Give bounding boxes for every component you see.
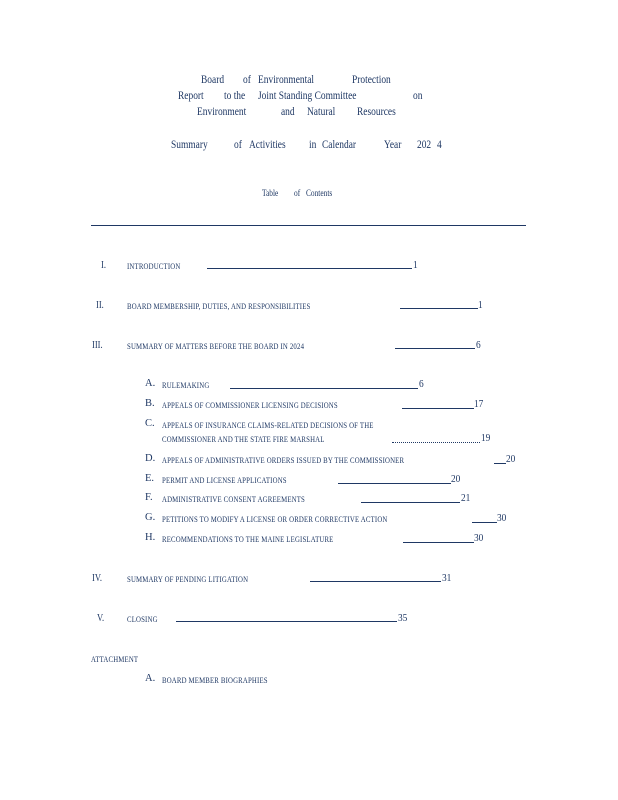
- toc-leader: [472, 522, 497, 523]
- toc-title: BOARD MEMBERSHIP, DUTIES, AND RESPONSIBILITIES: [127, 302, 311, 311]
- summary-word: Activities: [249, 139, 286, 151]
- header-word: Natural: [307, 106, 336, 118]
- toc-sub-title: APPEALS OF INSURANCE CLAIMS-RELATED DECISIONS OF THE: [162, 421, 374, 430]
- toc-title-word: Contents: [306, 188, 333, 198]
- toc-sub-title-cont: COMMISSIONER AND THE STATE FIRE MARSHAL: [162, 435, 325, 444]
- attachment-heading: ATTACHMENT: [91, 655, 139, 664]
- toc-title: SUMMARY OF MATTERS BEFORE THE BOARD IN 2024: [127, 342, 305, 351]
- toc-sub-letter: C.: [145, 418, 155, 429]
- toc-page: 21: [461, 492, 471, 504]
- toc-sub-letter: D.: [145, 453, 156, 464]
- toc-sub-letter: E.: [145, 473, 155, 484]
- toc-leader: [400, 308, 478, 309]
- toc-sub-title: RULEMAKING: [162, 381, 210, 390]
- toc-page: 35: [398, 612, 408, 624]
- toc-sub-title: ADMINISTRATIVE CONSENT AGREEMENTS: [162, 495, 305, 504]
- toc-sub-title: APPEALS OF ADMINISTRATIVE ORDERS ISSUED BY THE COMMISSIONER: [162, 456, 405, 465]
- toc-page: 20: [451, 473, 461, 485]
- attachment-letter: A.: [145, 673, 156, 684]
- toc-title: SUMMARY OF PENDING LITIGATION: [127, 575, 249, 584]
- toc-page: 17: [474, 398, 484, 410]
- header-word: Environmental: [258, 74, 315, 86]
- summary-word: of: [234, 139, 242, 151]
- toc-title: CLOSING: [127, 615, 158, 624]
- header-word: Protection: [352, 74, 391, 86]
- toc-leader: [395, 348, 475, 349]
- header-word: Board: [201, 74, 225, 86]
- toc-sub-title: RECOMMENDATIONS TO THE MAINE LEGISLATURE: [162, 535, 334, 544]
- toc-page: 19: [481, 432, 491, 444]
- toc-leader: [230, 388, 418, 389]
- header-word: on: [413, 90, 423, 102]
- toc-leader: [338, 483, 451, 484]
- toc-page: 31: [442, 572, 452, 584]
- header-word: and: [281, 106, 295, 118]
- header-word: Resources: [357, 106, 396, 118]
- summary-word: Year: [384, 139, 402, 151]
- toc-leader: [207, 268, 412, 269]
- toc-numeral: III.: [92, 340, 103, 351]
- toc-leader: [403, 542, 474, 543]
- toc-leader: [392, 442, 480, 443]
- toc-numeral: I.: [101, 260, 106, 271]
- toc-page: 30: [497, 512, 507, 524]
- toc-sub-letter: B.: [145, 398, 155, 409]
- header-divider: [91, 225, 526, 226]
- toc-title-word: Table: [262, 188, 279, 198]
- toc-page: 6: [476, 339, 481, 351]
- summary-word: Summary: [171, 139, 208, 151]
- toc-sub-letter: H.: [145, 532, 156, 543]
- toc-numeral: V.: [97, 613, 105, 624]
- toc-sub-letter: F.: [145, 492, 153, 503]
- toc-page: 20: [506, 453, 516, 465]
- toc-page: 30: [474, 532, 484, 544]
- summary-word: in: [309, 139, 317, 151]
- header-word: Environment: [197, 106, 247, 118]
- header-word: of: [243, 74, 251, 86]
- toc-page: 6: [419, 378, 424, 390]
- toc-sub-title: PETITIONS TO MODIFY A LICENSE OR ORDER CORRECTIVE ACTION: [162, 515, 388, 524]
- header-word: to the: [224, 90, 246, 102]
- summary-word: 4: [437, 139, 442, 151]
- attachment-title: BOARD MEMBER BIOGRAPHIES: [162, 676, 268, 685]
- header-word: Report: [178, 90, 204, 102]
- toc-sub-letter: G.: [145, 512, 156, 523]
- toc-title: INTRODUCTION: [127, 262, 181, 271]
- toc-numeral: IV.: [92, 573, 103, 584]
- toc-leader: [310, 581, 441, 582]
- header-word: Joint Standing Committee: [258, 90, 357, 102]
- toc-leader: [494, 463, 506, 464]
- toc-leader: [402, 408, 474, 409]
- toc-page: 1: [478, 299, 483, 311]
- toc-numeral: II.: [96, 300, 104, 311]
- toc-leader: [176, 621, 397, 622]
- toc-page: 1: [413, 259, 418, 271]
- toc-sub-letter: A.: [145, 378, 156, 389]
- toc-sub-title: APPEALS OF COMMISSIONER LICENSING DECISIONS: [162, 401, 338, 410]
- toc-title-word: of: [294, 188, 301, 198]
- toc-leader: [361, 502, 460, 503]
- toc-sub-title: PERMIT AND LICENSE APPLICATIONS: [162, 476, 287, 485]
- summary-word: Calendar: [322, 139, 357, 151]
- summary-word: 202: [417, 139, 432, 151]
